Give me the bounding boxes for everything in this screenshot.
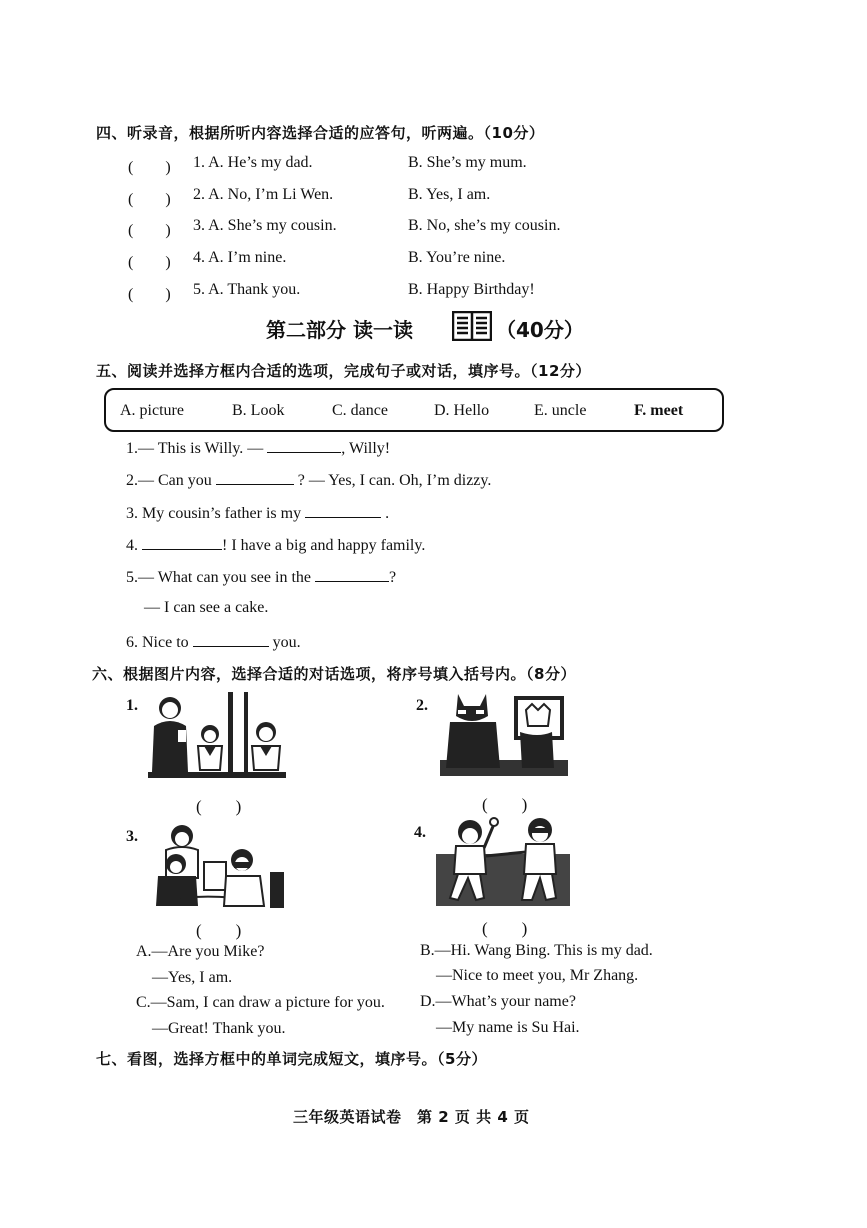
part2-score: （40分） xyxy=(496,318,584,342)
option-a: 4. A. I’m nine. xyxy=(193,249,287,266)
picture-number: 2. xyxy=(416,697,428,714)
dialog-c-line2: —Great! Thank you. xyxy=(152,1020,286,1037)
question-6 xyxy=(126,632,301,652)
page-footer: 三年级英语试卷 第 2 页 共 4 页 xyxy=(293,1108,530,1126)
answer-blank[interactable] xyxy=(142,535,222,550)
word-option: E. uncle xyxy=(534,402,587,419)
picture-classroom-meeting xyxy=(152,822,288,912)
question-text: 2.— Can you xyxy=(126,472,212,489)
question-5-reply: — I can see a cake. xyxy=(144,599,269,616)
picture-number: 4. xyxy=(414,824,426,841)
word-option: D. Hello xyxy=(434,402,490,419)
picture-children-playing xyxy=(436,812,572,908)
answer-paren[interactable]: ( ) xyxy=(482,795,528,814)
picture-family-greeting xyxy=(148,690,286,780)
dialog-b-line1: B.—Hi. Wang Bing. This is my dad. xyxy=(420,942,653,959)
question-1 xyxy=(126,438,390,458)
option-a: 3. A. She’s my cousin. xyxy=(193,217,337,234)
dialog-a-line2: —Yes, I am. xyxy=(152,969,233,986)
option-a: 2. A. No, I’m Li Wen. xyxy=(193,186,334,203)
answer-paren[interactable]: ( ) xyxy=(196,921,242,940)
answer-blank[interactable] xyxy=(193,632,269,647)
option-b: B. Yes, I am. xyxy=(408,186,491,203)
word-option: F. meet xyxy=(634,402,684,419)
option-b: B. She’s my mum. xyxy=(408,154,527,171)
question-text: ! I have a big and happy family. xyxy=(222,537,426,554)
picture-number: 1. xyxy=(126,697,138,714)
answer-paren[interactable]: ( ) xyxy=(128,191,171,208)
option-b: B. No, she’s my cousin. xyxy=(408,217,561,234)
word-option: A. picture xyxy=(120,402,184,419)
question-text: 6. Nice to xyxy=(126,634,189,651)
answer-blank[interactable] xyxy=(267,438,341,453)
answer-blank[interactable] xyxy=(315,567,389,582)
question-text: 3. My cousin’s father is my xyxy=(126,505,302,522)
dialog-a-line1: A.—Are you Mike? xyxy=(136,943,265,960)
question-3 xyxy=(126,503,389,523)
word-options-box xyxy=(104,388,724,432)
dialog-b-line2: —Nice to meet you, Mr Zhang. xyxy=(436,967,639,984)
section4-title: 四、听录音，根据所听内容选择合适的应答句，听两遍。（10分） xyxy=(96,124,545,142)
picture-number: 3. xyxy=(126,828,138,845)
dialog-d-line2: —My name is Su Hai. xyxy=(436,1019,580,1036)
option-b: B. Happy Birthday! xyxy=(408,281,535,298)
section5-title: 五、阅读并选择方框内合适的选项，完成句子或对话，填序号。（12分） xyxy=(96,362,591,380)
answer-paren[interactable]: ( ) xyxy=(128,254,171,271)
question-5 xyxy=(126,567,396,587)
answer-paren[interactable]: ( ) xyxy=(196,797,242,816)
dialog-d-line1: D.—What’s your name? xyxy=(420,993,576,1010)
question-text: , Willy! xyxy=(341,440,391,457)
option-b: B. You’re nine. xyxy=(408,249,506,266)
part2-title: 第二部分 读一读 xyxy=(266,318,413,342)
answer-paren[interactable]: ( ) xyxy=(128,222,171,239)
question-text: you. xyxy=(272,634,301,651)
option-a: 1. A. He’s my dad. xyxy=(193,154,313,171)
dialog-c-line1: C.—Sam, I can draw a picture for you. xyxy=(136,994,385,1011)
picture-cat-drawing xyxy=(440,688,568,778)
question-text: 4. xyxy=(126,537,138,554)
word-option: B. Look xyxy=(232,402,285,419)
question-text: 1.— This is Willy. — xyxy=(126,440,264,457)
word-option: C. dance xyxy=(332,402,388,419)
question-text: 5.— What can you see in the xyxy=(126,569,311,586)
question-text: ? xyxy=(388,569,397,586)
option-a: 5. A. Thank you. xyxy=(193,281,301,298)
question-text: ? — Yes, I can. Oh, I’m dizzy. xyxy=(297,472,492,489)
question-4 xyxy=(126,535,425,555)
answer-paren[interactable]: ( ) xyxy=(128,159,171,176)
answer-paren[interactable]: ( ) xyxy=(482,919,528,938)
question-2 xyxy=(126,470,491,490)
answer-blank[interactable] xyxy=(305,503,381,518)
book-icon xyxy=(452,311,492,341)
section7-title: 七、看图，选择方框中的单词完成短文，填序号。（5分） xyxy=(96,1050,487,1068)
question-text: . xyxy=(385,505,390,522)
answer-paren[interactable]: ( ) xyxy=(128,286,171,303)
section6-title: 六、根据图片内容，选择合适的对话选项，将序号填入括号内。（8分） xyxy=(92,665,576,683)
answer-blank[interactable] xyxy=(216,470,294,485)
